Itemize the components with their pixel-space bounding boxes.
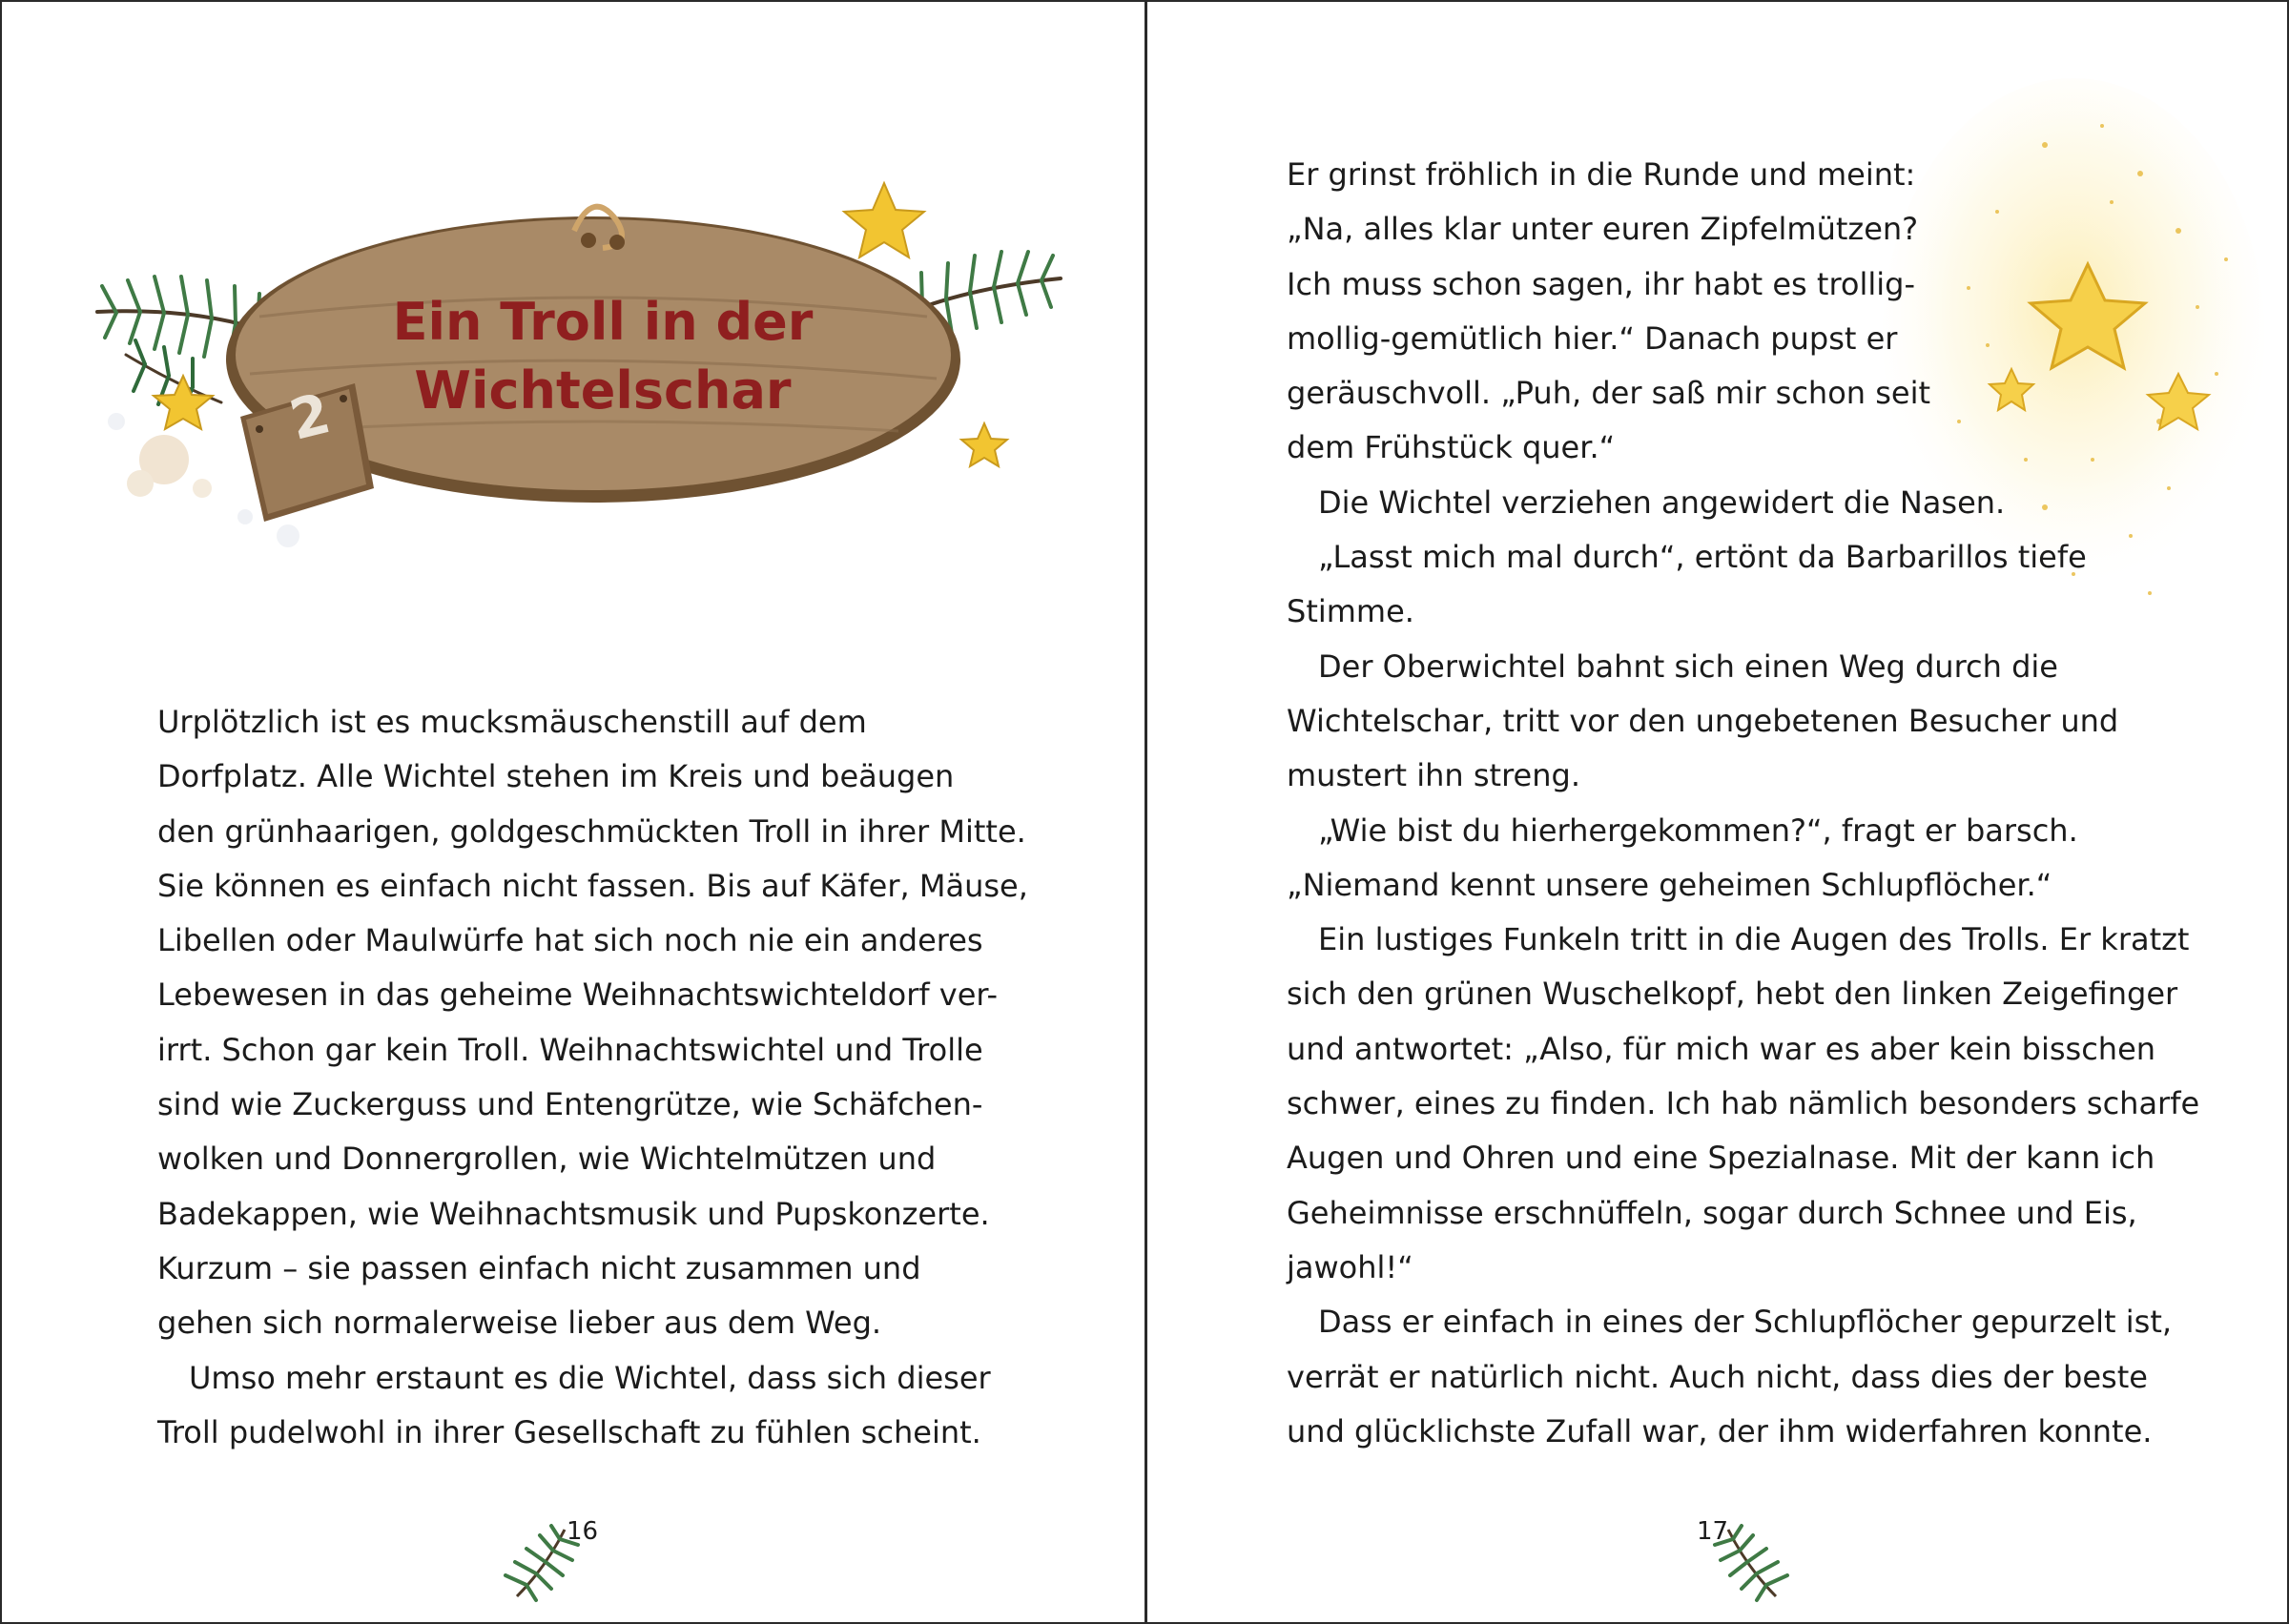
text-line: „Lasst mich mal durch“, ertönt da Barbarillos tiefe — [1318, 539, 2087, 576]
left-page-text — [157, 695, 1028, 1460]
text-line: Troll pudelwohl in ihrer Gesellschaft zu fühlen scheint. — [157, 1413, 981, 1450]
text-line: und antwortet: „Also, für mich war es aber kein bisschen — [1287, 1030, 2156, 1067]
text-line: Urplötzlich ist es mucksmäuschenstill auf dem — [157, 704, 867, 740]
text-line: Badekappen, wie Weihnachtsmusik und Pupskonzerte. — [157, 1195, 990, 1232]
page-number-left: 16 — [567, 1517, 599, 1546]
text-line: gehen sich normalerweise lieber aus dem Weg. — [157, 1305, 882, 1342]
text-line: Ich muss schon sagen, ihr habt es trollig- — [1287, 265, 1915, 302]
text-line: geräuschvoll. „Puh, der saß mir schon seit — [1287, 375, 1931, 412]
page-number-right: 17 — [1697, 1517, 1729, 1546]
text-line: Stimme. — [1287, 593, 1414, 630]
text-line: mustert ihn streng. — [1287, 757, 1580, 794]
chapter-title-line-2: Wichtelschar — [414, 360, 792, 421]
text-line: irrt. Schon gar kein Troll. Weihnachtswichtel und Trolle — [157, 1031, 983, 1068]
chapter-number: 2 — [283, 380, 337, 453]
text-line: wolken und Donnergrollen, wie Wichtelmützen und — [157, 1141, 937, 1178]
chapter-title — [317, 288, 889, 425]
right-page — [1148, 2, 2287, 1622]
text-line: jawohl!“ — [1287, 1248, 1413, 1285]
text-line: Umso mehr erstaunt es die Wichtel, dass sich dieser — [189, 1359, 991, 1396]
text-line: Wichtelschar, tritt vor den ungebetenen Besucher und — [1287, 702, 2119, 739]
text-line: Der Oberwichtel bahnt sich einen Weg durch die — [1318, 648, 2058, 685]
text-line: sich den grünen Wuschelkopf, hebt den linken Zeigefinger — [1287, 976, 2178, 1013]
text-line: verrät er natürlich nicht. Auch nicht, dass dies der beste — [1287, 1358, 2148, 1395]
text-line: Sie können es einfach nicht fassen. Bis auf Käfer, Mäuse, — [157, 867, 1028, 904]
text-line: dem Frühstück quer.“ — [1287, 429, 1616, 466]
text-line: sind wie Zuckerguss und Entengrütze, wie Schäfchen- — [157, 1086, 983, 1123]
left-page — [2, 2, 1144, 1622]
text-line: mollig-gemütlich hier.“ Danach pupst er — [1287, 319, 1898, 357]
text-line: und glücklichste Zufall war, der ihm widerfahren konnte. — [1287, 1412, 2153, 1449]
text-line: Die Wichtel verziehen angewidert die Nasen. — [1318, 483, 2006, 521]
text-line: Er grinst fröhlich in die Runde und meint: — [1287, 156, 1916, 193]
text-line: Kurzum – sie passen einfach nicht zusammen und — [157, 1249, 921, 1286]
text-line: Geheimnisse erschnüffeln, sogar durch Schnee und Eis, — [1287, 1194, 2137, 1231]
text-line: „Na, alles klar unter euren Zipfelmützen? — [1287, 211, 1919, 248]
page-gutter — [1144, 2, 1147, 1622]
text-line: „Wie bist du hierhergekommen?“, fragt er barsch. — [1318, 812, 2078, 849]
text-line: Ein lustiges Funkeln tritt in die Augen des Trolls. Er kratzt — [1318, 921, 2190, 958]
chapter-title-line-1: Ein Troll in der — [392, 292, 814, 352]
text-line: Lebewesen in das geheime Weihnachtswichteldorf ver- — [157, 976, 999, 1014]
text-line: Augen und Ohren und eine Spezialnase. Mit der kann ich — [1287, 1140, 2155, 1177]
text-line: Dorfplatz. Alle Wichtel stehen im Kreis und beäugen — [157, 758, 955, 795]
text-line: Libellen oder Maulwürfe hat sich noch nie ein anderes — [157, 922, 983, 959]
text-line: „Niemand kennt unsere geheimen Schlupflöcher.“ — [1287, 866, 2052, 903]
text-line: schwer, eines zu finden. Ich hab nämlich besonders scharfe — [1287, 1085, 2200, 1122]
right-page-text — [1287, 148, 2199, 1459]
text-line: Dass er einfach in eines der Schlupflöcher gepurzelt ist, — [1318, 1304, 2173, 1341]
text-line: den grünhaarigen, goldgeschmückten Troll in ihrer Mitte. — [157, 812, 1026, 850]
